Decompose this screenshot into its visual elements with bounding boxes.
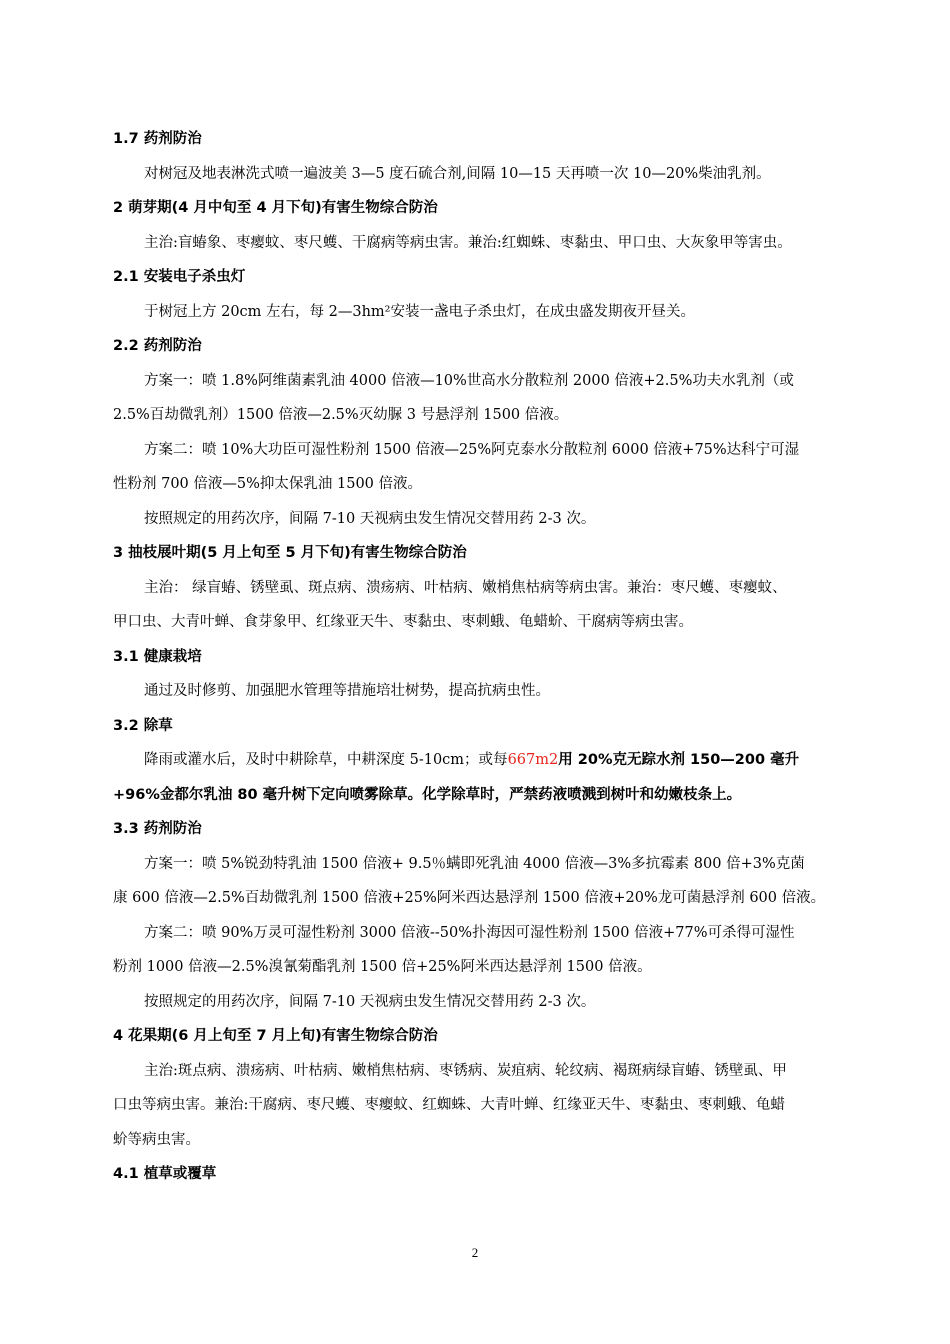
paragraph-3-targets-line1: 主治： 绿盲蝽、锈壁虱、斑点病、溃疡病、叶枯病、嫩梢焦枯病等病虫害。兼治：枣尺蠖、枣瘿蚊、 [144, 579, 787, 596]
section-heading-4: 4 花果期(6 月上旬至 7 月上旬)有害生物综合防治 [113, 1028, 438, 1044]
paragraph-2-2-plan1-line2: 2.5%百劫微乳剂）1500 倍液—2.5%灭幼脲 3 号悬浮剂 1500 倍液。 [113, 407, 569, 423]
paragraph-2-1: 于树冠上方 20cm 左右，每 2—3hm²安装一盏电子杀虫灯，在成虫盛发期夜开昼关。 [144, 303, 695, 320]
paragraph-3-3-plan2-line1: 方案二：喷 90%万灵可湿性粉剂 3000 倍液--50%扑海因可湿性粉剂 1500 倍液+77%可杀得可湿性 [144, 924, 795, 941]
paragraph-2-2-plan2-line2: 性粉剂 700 倍液—5%抑太保乳油 1500 倍液。 [113, 476, 423, 492]
paragraph-2-2-plan1-line1: 方案一：喷 1.8%阿维菌素乳油 4000 倍液—10%世高水分散粒剂 2000 倍液+2.5%功夫水乳剂（或 [144, 372, 794, 389]
paragraph-3-3-plan1-line1: 方案一：喷 5%锐劲特乳油 1500 倍液+ 9.5％螨即死乳油 4000 倍液—3%多抗霉素 800 倍+3%克菌 [144, 855, 805, 872]
paragraph-3-targets-line2: 甲口虫、大青叶蝉、食芽象甲、红缘亚天牛、枣黏虫、枣刺蛾、龟蜡蚧、干腐病等病虫害。 [113, 614, 693, 630]
paragraph-3-2-line2: +96%金都尔乳油 80 毫升树下定向喷雾除草。化学除草时，严禁药液喷溅到树叶和幼嫩枝条上。 [113, 786, 742, 803]
document-body [113, 122, 843, 1192]
section-heading-3-1: 3.1 健康栽培 [113, 648, 202, 665]
section-heading-4-1: 4.1 植草或覆草 [113, 1166, 217, 1182]
paragraph-3-2-text-a: 降雨或灌水后，及时中耕除草，中耕深度 5-10cm；或每 [144, 752, 508, 768]
section-heading-3: 3 抽枝展叶期(5 月上旬至 5 月下旬)有害生物综合防治 [113, 545, 467, 561]
paragraph-3-3-plan2-line2: 粉剂 1000 倍液—2.5%溴氰菊酯乳剂 1500 倍+25%阿米西达悬浮剂 1500 倍液。 [113, 959, 652, 975]
paragraph-4-targets-line1: 主治:斑点病、溃疡病、叶枯病、嫩梢焦枯病、枣锈病、炭疽病、轮纹病、褐斑病绿盲蝽、锈壁虱、甲 [144, 1062, 787, 1079]
area-unit-highlight: 667m2 [507, 752, 559, 768]
section-heading-3-3: 3.3 药剂防治 [113, 821, 202, 837]
section-heading-3-2: 3.2 除草 [113, 717, 173, 734]
paragraph-2-targets: 主治:盲蝽象、枣瘿蚊、枣尺蠖、干腐病等病虫害。兼治:红蜘蛛、枣黏虫、甲口虫、大灰象甲等害虫。 [144, 234, 792, 251]
paragraph-3-1: 通过及时修剪、加强肥水管理等措施培壮树势，提高抗病虫性。 [144, 683, 550, 699]
paragraph-3-2-line1 [113, 743, 843, 778]
paragraph-3-3-plan1-line2: 康 600 倍液—2.5%百劫微乳剂 1500 倍液+25%阿米西达悬浮剂 1500 倍液+20%龙可菌悬浮剂 600 倍液。 [113, 890, 826, 906]
paragraph-1-7: 对树冠及地表淋洗式喷一遍波美 3—5 度石硫合剂,间隔 10—15 天再喷一次 10—20%柴油乳剂。 [144, 165, 771, 182]
section-heading-2-1: 2.1 安装电子杀虫灯 [113, 269, 246, 285]
section-heading-2: 2 萌芽期(4 月中旬至 4 月下旬)有害生物综合防治 [113, 200, 438, 216]
paragraph-3-3-schedule: 按照规定的用药次序，间隔 7-10 天视病虫发生情况交替用药 2-3 次。 [144, 993, 596, 1010]
section-heading-2-2: 2.2 药剂防治 [113, 338, 202, 354]
section-heading-1-7: 1.7 药剂防治 [113, 131, 202, 147]
page-number: 2 [471, 1245, 479, 1260]
paragraph-4-targets-line3: 蚧等病虫害。 [113, 1131, 200, 1148]
paragraph-2-2-schedule: 按照规定的用药次序，间隔 7-10 天视病虫发生情况交替用药 2-3 次。 [144, 510, 596, 527]
paragraph-3-2-text-b: 用 20%克无踪水剂 150—200 毫升 [558, 752, 800, 768]
paragraph-4-targets-line2: 口虫等病虫害。兼治:干腐病、枣尺蠖、枣瘿蚊、红蜘蛛、大青叶蝉、红缘亚天牛、枣黏虫、枣刺蛾、龟蜡 [113, 1097, 785, 1113]
paragraph-2-2-plan2-line1: 方案二：喷 10%大功臣可湿性粉剂 1500 倍液—25%阿克泰水分散粒剂 6000 倍液+75%达科宁可湿 [144, 441, 800, 458]
